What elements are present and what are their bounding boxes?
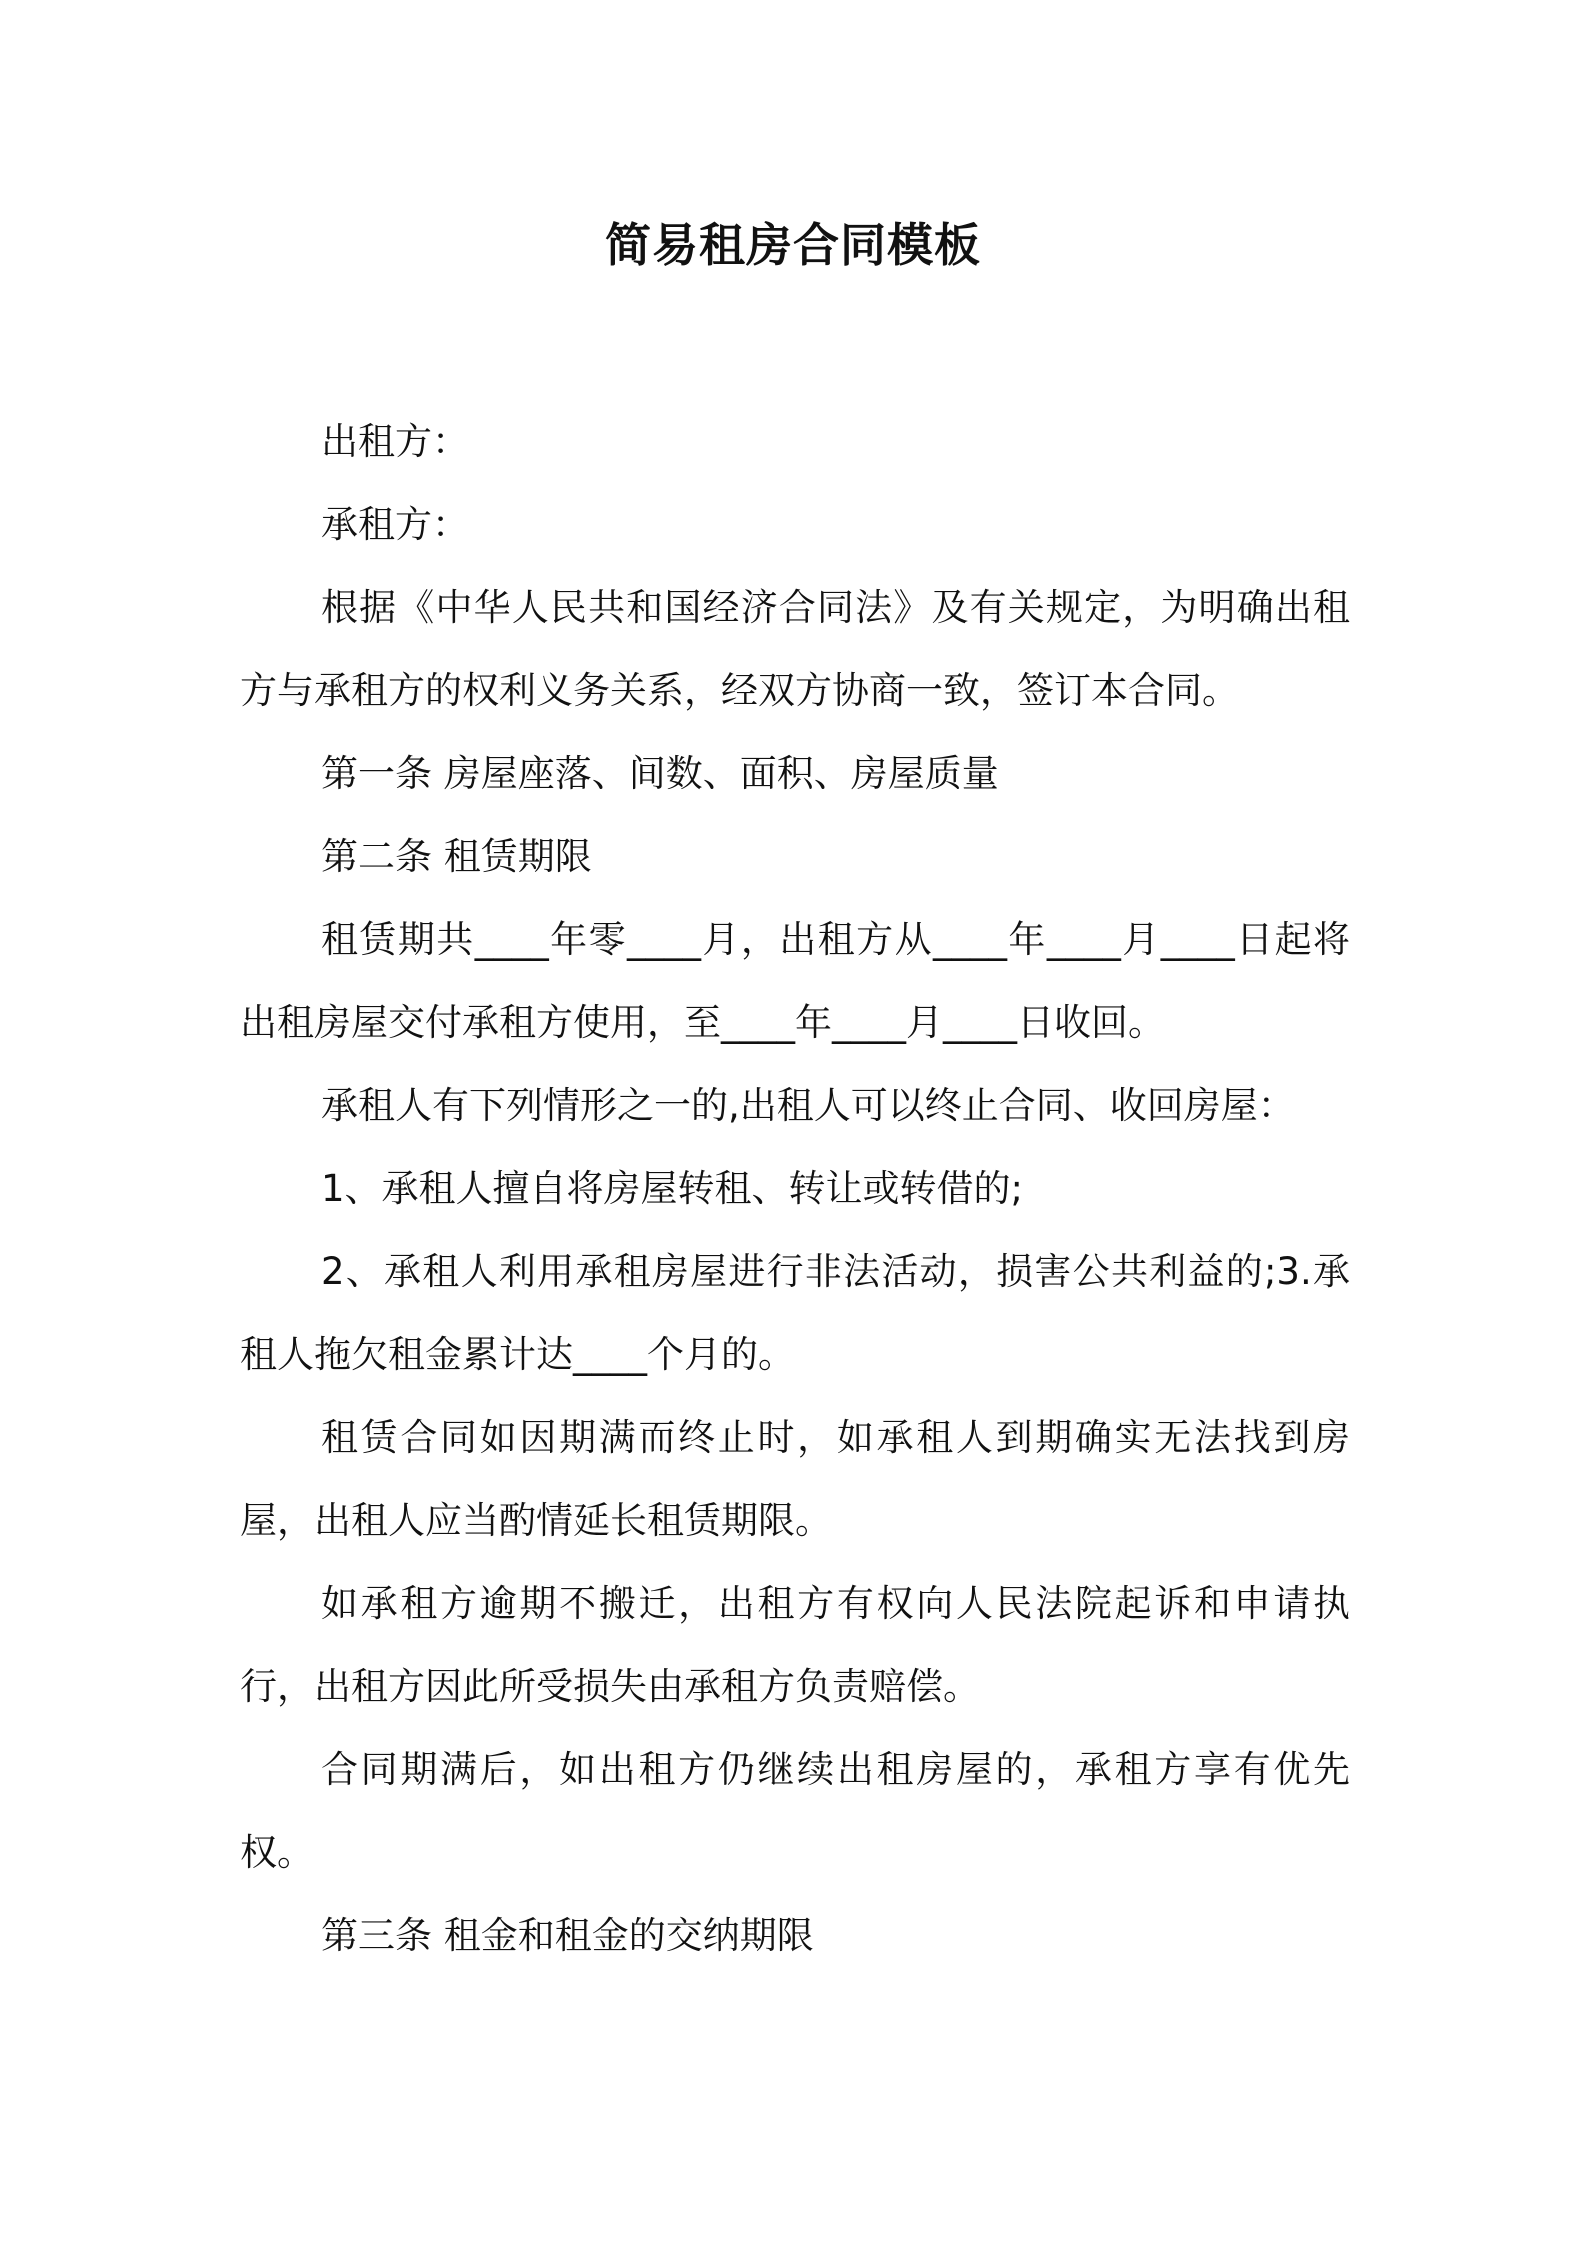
- article-three-heading: 第三条 租金和租金的交纳期限: [321, 1914, 814, 1957]
- expiry-extension-paragraph: 租赁合同如因期满而终止时，如承租人到期确实无法找到房屋，出租人应当酌情延长租赁期限。: [240, 1416, 1350, 1542]
- termination-clause-1: 1、承租人擅自将房屋转租、转让或转借的;: [321, 1167, 1024, 1210]
- document-body: [240, 400, 1350, 1977]
- lessee-line: 承租方：: [321, 503, 469, 546]
- article-one-heading: 第一条 房屋座落、间数、面积、房屋质量: [321, 752, 999, 795]
- document-title: 简易租房合同模板: [605, 218, 981, 272]
- lessor-line: 出租方：: [321, 420, 469, 463]
- priority-right-paragraph: 合同期满后，如出租方仍继续出租房屋的，承租方享有优先权。: [240, 1748, 1350, 1874]
- contract-basis-paragraph: 根据《中华人民共和国经济合同法》及有关规定，为明确出租方与承租方的权利义务关系，经双方协商一致，签订本合同。: [240, 586, 1350, 712]
- article-two-heading: 第二条 租赁期限: [321, 835, 592, 878]
- overdue-eviction-paragraph: 如承租方逾期不搬迁，出租方有权向人民法院起诉和申请执行，出租方因此所受损失由承租方负责赔偿。: [240, 1582, 1350, 1708]
- lease-term-paragraph: 租赁期共____年零____月，出租方从____年____月____日起将出租房屋交付承租方使用，至____年____月____日收回。: [240, 918, 1350, 1044]
- termination-clause-2-3: 2、承租人利用承租房屋进行非法活动，损害公共利益的;3.承租人拖欠租金累计达____个月的。: [240, 1250, 1350, 1376]
- termination-intro: 承租人有下列情形之一的,出租人可以终止合同、收回房屋：: [321, 1084, 1295, 1127]
